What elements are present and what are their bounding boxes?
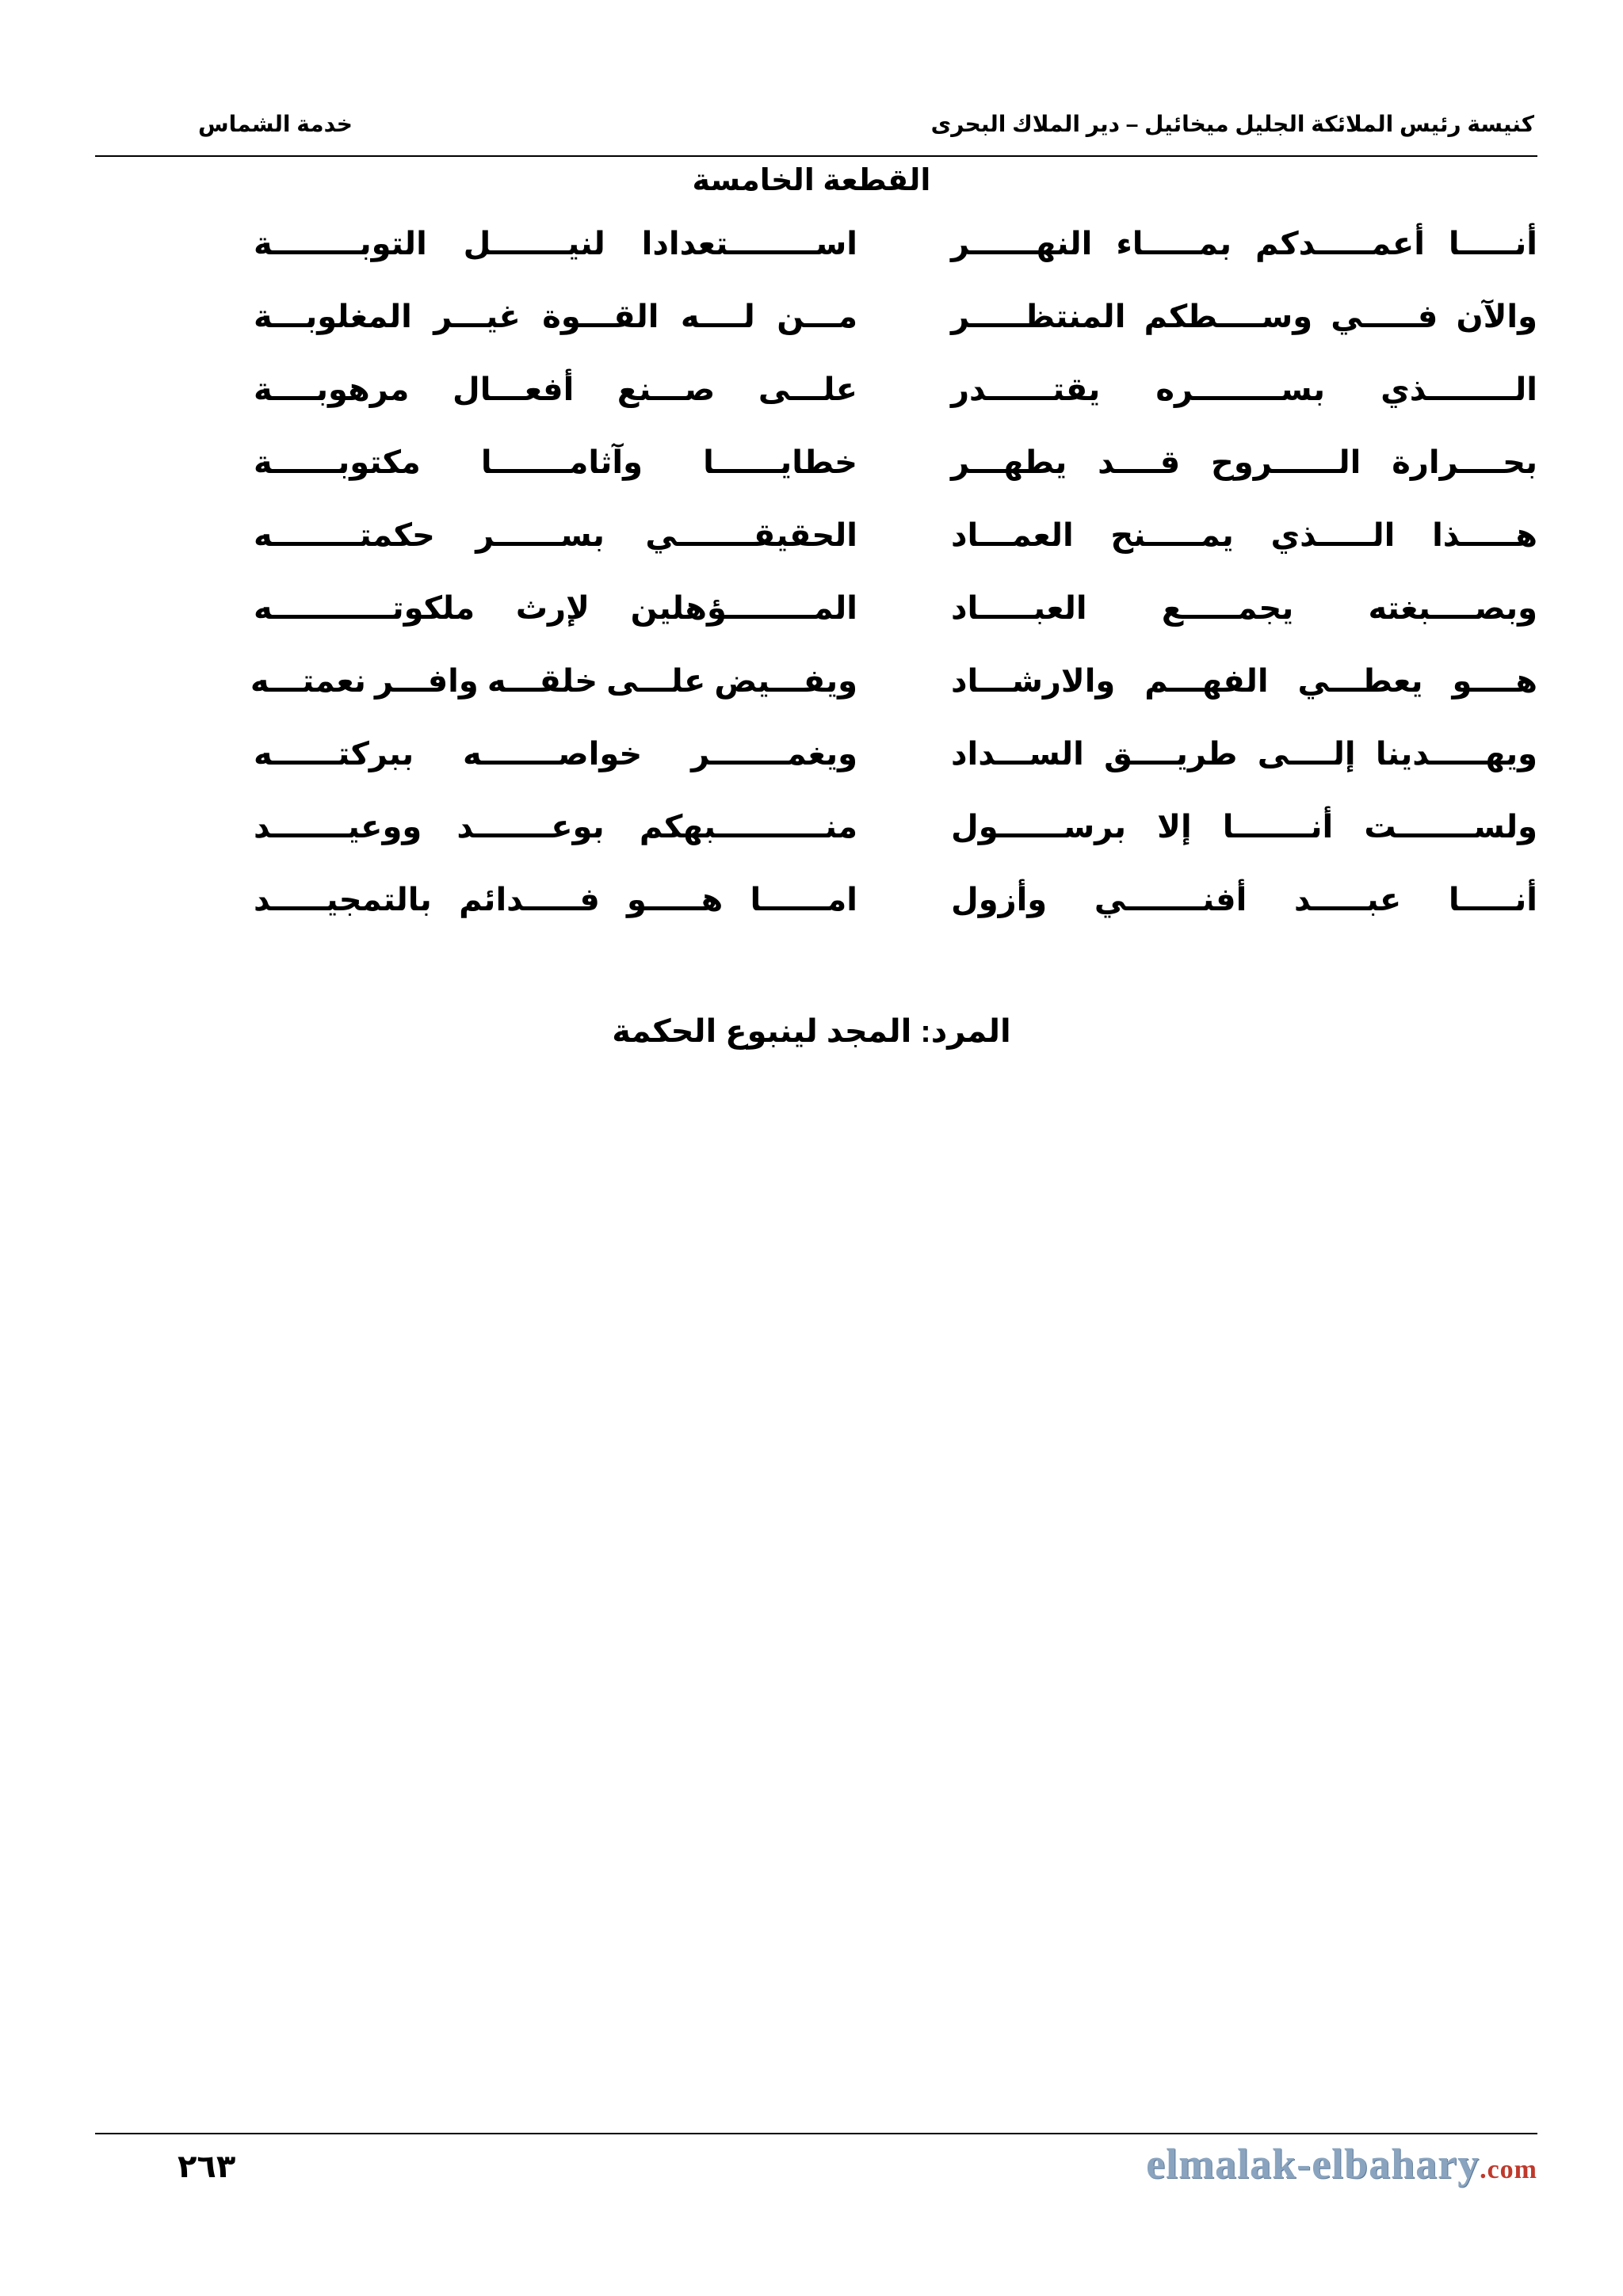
- verse-first-hemistich: هــــو يعطـــي الفهـــم والارشـــاد: [951, 664, 1537, 699]
- verse-second-hemistich: خطايــــــا وآثامـــــــا مكتوبــــــة: [254, 445, 857, 480]
- site-logo-name: elmalak-elbahary: [1146, 2140, 1480, 2187]
- verse-first-hemistich: هـــــذا الـــــذي يمـــــنح العمـــاد: [951, 518, 1537, 553]
- section-title: القطعة الخامسة: [692, 164, 931, 197]
- verse-first-hemistich: ويهـــــدينا إلــــى طريــــق الســـداد: [951, 737, 1537, 772]
- verse-row: [254, 875, 1537, 948]
- verse-row: [250, 656, 1537, 729]
- verse-second-hemistich: منــــــــــبهكم بوعـــــــد ووعيـــــــد: [254, 810, 857, 845]
- verse-first-hemistich: وبصــــبغته يجمـــــع العبـــــاد: [951, 591, 1537, 626]
- verse-second-hemistich: ويفـــيض علـــى خلقـــه وافـــر نعمتـــه: [250, 664, 857, 699]
- site-logo-tld: .com: [1480, 2155, 1537, 2184]
- verse-row: [254, 583, 1537, 656]
- page-header: [95, 105, 1534, 143]
- verse-first-hemistich: ولســـــــت أنـــــــا إلا برســــــول: [951, 810, 1537, 845]
- page-number: ٢٦٣: [178, 2149, 236, 2184]
- header-service-title: خدمة الشماس: [198, 112, 353, 136]
- header-church-title: كنيسة رئيس الملائكة الجليل ميخائيل – دير الملاك البحرى: [930, 112, 1534, 136]
- verse-first-hemistich: الــــــــذي بســــــــره يقتــــــدر: [951, 372, 1537, 407]
- refrain-line: المرد: المجد لينبوع الحكمة: [612, 1014, 1011, 1049]
- footer-divider: [95, 2133, 1537, 2134]
- verse-list: [250, 219, 1537, 948]
- verse-first-hemistich: أنـــــا عبـــــد أفنـــــــي وأزول: [951, 883, 1537, 917]
- verse-first-hemistich: أنـــــا أعمـــــدكم بمـــــاء النهــــــر: [951, 227, 1537, 261]
- verse-second-hemistich: مـــن لــــه القـــوة غيـــر المغلوبـــة: [254, 299, 857, 334]
- verse-row: [254, 219, 1537, 292]
- verse-second-hemistich: المــــــــؤهلين لإرث ملكوتـــــــــــه: [254, 591, 857, 626]
- site-logo: [1146, 2139, 1537, 2188]
- verse-row: [254, 437, 1537, 510]
- verse-first-hemistich: بحــــرارة الــــــروح قــــد يطهـــر: [951, 445, 1537, 480]
- header-divider: [95, 155, 1537, 157]
- verse-first-hemistich: والآن فـــــي وســــطكم المنتظـــــر: [951, 299, 1537, 334]
- verse-row: [254, 510, 1537, 583]
- verse-row: [254, 292, 1537, 364]
- verse-row: [254, 802, 1537, 875]
- verse-second-hemistich: الحقيقـــــــي بســــــر حكمتــــــــه: [254, 518, 857, 553]
- verse-row: [254, 364, 1537, 437]
- verse-second-hemistich: اســــــــتعدادا لنيـــــــل التوبــــــــة: [254, 227, 857, 261]
- verse-row: [254, 729, 1537, 802]
- verse-second-hemistich: امــــــا هـــــو فـــــدائم بالتمجيـــــد: [254, 883, 857, 917]
- verse-second-hemistich: علـــى صـــنع أفعـــال مرهوبــــة: [254, 372, 857, 407]
- verse-second-hemistich: ويغمـــــــر خواصـــــــه ببركتــــــه: [254, 737, 857, 772]
